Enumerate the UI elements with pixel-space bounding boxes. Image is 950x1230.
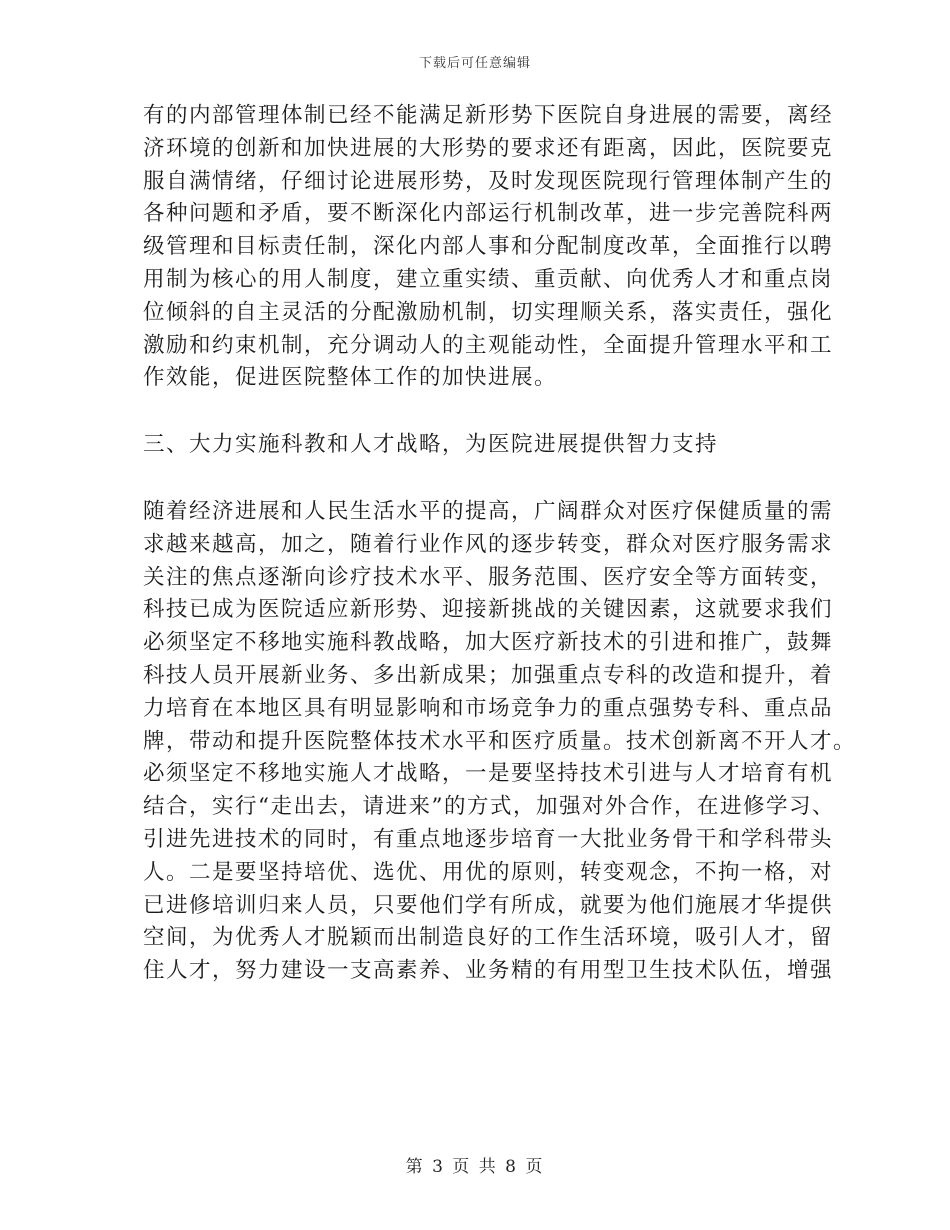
text-line: 有的内部管理体制已经不能满足新形势下医院自身进展的需要，离经 bbox=[143, 103, 834, 128]
text-line: 激励和约束机制，充分调动人的主观能动性，全面提升管理水平和工 bbox=[143, 332, 834, 358]
text-line: 人。二是要坚持培优、选优、用优的原则，转变观念，不拘一格，对 bbox=[143, 859, 834, 885]
text-line: 位倾斜的自主灵活的分配激励机制，切实理顺关系，落实责任，强化 bbox=[143, 299, 834, 325]
text-line: 必须坚定不移地实施人才战略，一是要坚持技术引进与人才培育有机 bbox=[143, 761, 834, 787]
document-body bbox=[143, 100, 857, 988]
text-line: 结合，实行“走出去，请进来”的方式，加强对外合作，在进修学习、 bbox=[143, 794, 835, 820]
text-line: 作效能，促进医院整体工作的加快进展。 bbox=[143, 365, 558, 391]
text-line: 科技已成为医院适应新形势、迎接新挑战的关键因素，这就要求我们 bbox=[143, 597, 834, 623]
text-line: 空间，为优秀人才脱颖而出制造良好的工作生活环境，吸引人才，留 bbox=[143, 925, 834, 951]
text-line: 必须坚定不移地实施科教战略，加大医疗新技术的引进和推广，鼓舞 bbox=[143, 630, 834, 656]
section-heading: 三、大力实施科教和人才战略，为医院进展提供智力支持 bbox=[143, 432, 719, 458]
text-line: 随着经济进展和人民生活水平的提高，广阔群众对医疗保健质量的需 bbox=[143, 498, 834, 524]
text-line: 各种问题和矛盾，要不断深化内部运行机制改革，进一步完善院科两 bbox=[143, 201, 834, 227]
text-line: 科技人员开展新业务、多出新成果；加强重点专科的改造和提升，着 bbox=[143, 662, 834, 688]
text-line: 力培育在本地区具有明显影响和市场竞争力的重点强势专科、重点品 bbox=[143, 695, 834, 721]
text-line: 服自满情绪，仔细讨论进展形势，及时发现医院现行管理体制产生的 bbox=[143, 168, 834, 194]
text-line: 济环境的创新和加快进展的大形势的要求还有距离，因此，医院要克 bbox=[143, 135, 834, 161]
paragraph-talent-strategy bbox=[143, 496, 857, 988]
text-line: 用制为核心的用人制度，建立重实绩、重贡献、向优秀人才和重点岗 bbox=[143, 266, 834, 292]
paragraph-management-reform bbox=[143, 100, 834, 395]
text-line: 级管理和目标责任制，深化内部人事和分配制度改革，全面推行以聘 bbox=[143, 234, 834, 260]
text-line: 已进修培训归来人员，只要他们学有所成，就要为他们施展才华提供 bbox=[143, 892, 834, 918]
text-line: 住人才，努力建设一支高素养、业务精的有用型卫生技术队伍，增强 bbox=[143, 958, 834, 984]
page-header: 下载后可任意编辑 bbox=[418, 56, 531, 71]
page-number-footer: 第 3 页 共 8 页 bbox=[405, 1157, 545, 1177]
text-line: 引进先进技术的同时，有重点地逐步培育一大批业务骨干和学科带头 bbox=[143, 826, 834, 852]
text-line: 求越来越高，加之，随着行业作风的逐步转变，群众对医疗服务需求 bbox=[143, 531, 834, 557]
text-line: 关注的焦点逐渐向诊疗技术水平、服务范围、医疗安全等方面转变， bbox=[143, 564, 834, 590]
text-line: 牌，带动和提升医院整体技术水平和医疗质量。技术创新离不开人才。 bbox=[143, 728, 857, 754]
